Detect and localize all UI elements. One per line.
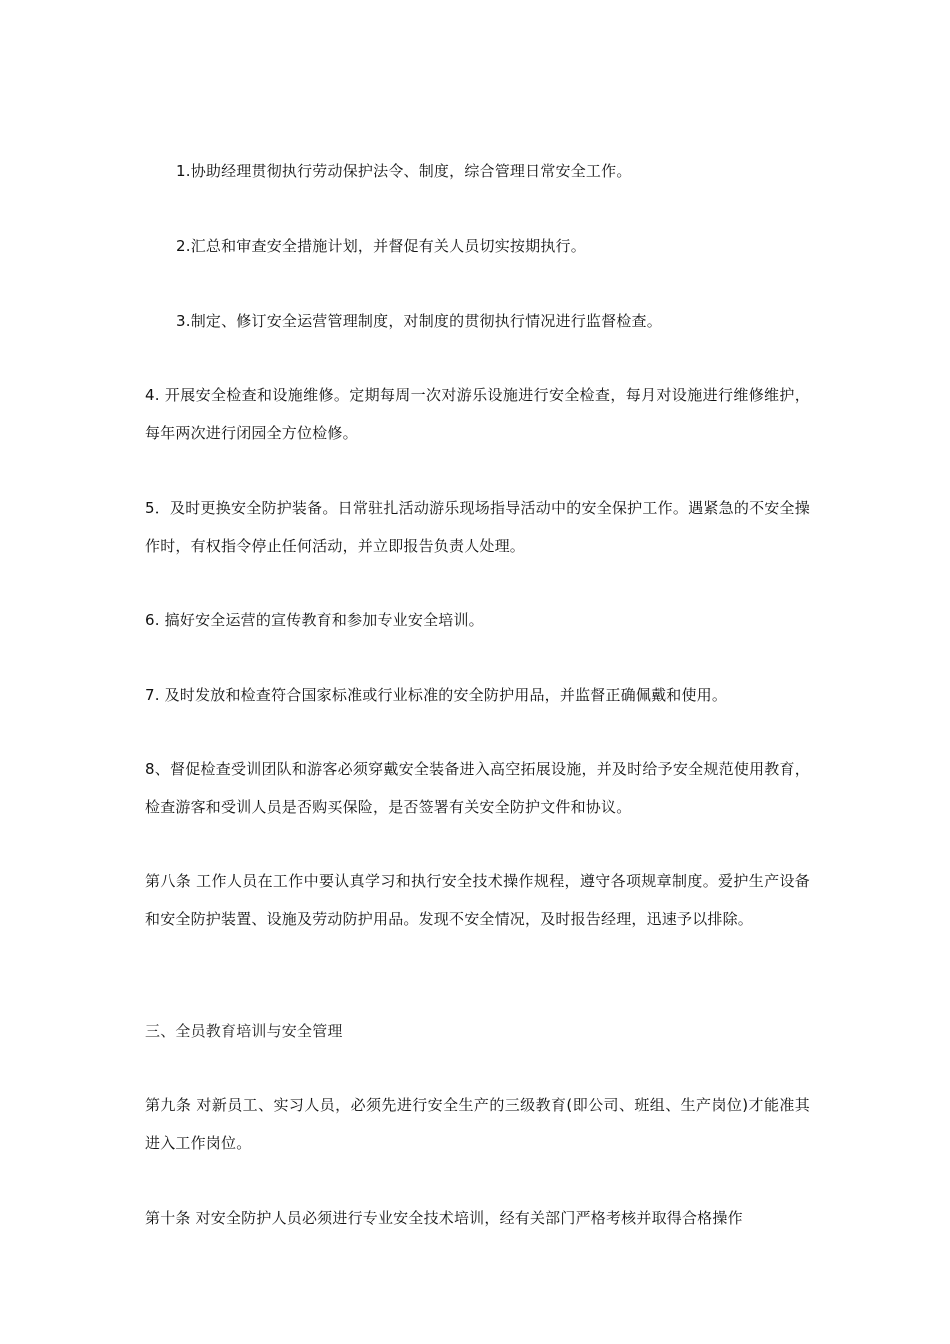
article-10-paragraph: 第十条 对安全防护人员必须进行专业安全技术培训，经有关部门严格考核并取得合格操作 <box>145 1209 743 1227</box>
list-item-2: 2.汇总和审查安全措施计划，并督促有关人员切实按期执行。 <box>176 237 586 255</box>
article-9-paragraph: 第九条 对新员工、实习人员，必须先进行安全生产的三级教育(即公司、班组、生产岗位)才能准其进入工作岗位。 <box>145 1096 810 1152</box>
list-item-3: 3.制定、修订安全运营管理制度，对制度的贯彻执行情况进行监督检查。 <box>176 312 662 330</box>
list-item-8: 8、督促检查受训团队和游客必须穿戴安全装备进入高空拓展设施，并及时给予安全规范使用教育，检查游客和受训人员是否购买保险，是否签署有关安全防护文件和协议。 <box>145 760 810 816</box>
list-item-1: 1.协助经理贯彻执行劳动保护法令、制度，综合管理日常安全工作。 <box>176 162 632 180</box>
list-item-4: 4. 开展安全检查和设施维修。定期每周一次对游乐设施进行安全检查，每月对设施进行维修维护，每年两次进行闭园全方位检修。 <box>145 386 810 442</box>
list-item-6: 6. 搞好安全运营的宣传教育和参加专业安全培训。 <box>145 611 484 629</box>
list-item-5: 5．及时更换安全防护装备。日常驻扎活动游乐现场指导活动中的安全保护工作。遇紧急的不安全操作时，有权指令停止任何活动，并立即报告负责人处理。 <box>145 499 810 555</box>
section-heading: 三、全员教育培训与安全管理 <box>145 1022 343 1040</box>
list-item-7: 7. 及时发放和检查符合国家标准或行业标准的安全防护用品，并监督正确佩戴和使用。 <box>145 686 728 704</box>
article-8-paragraph: 第八条 工作人员在工作中要认真学习和执行安全技术操作规程，遵守各项规章制度。爱护生产设备和安全防护装置、设施及劳动防护用品。发现不安全情况，及时报告经理，迅速予以排除。 <box>145 872 810 928</box>
